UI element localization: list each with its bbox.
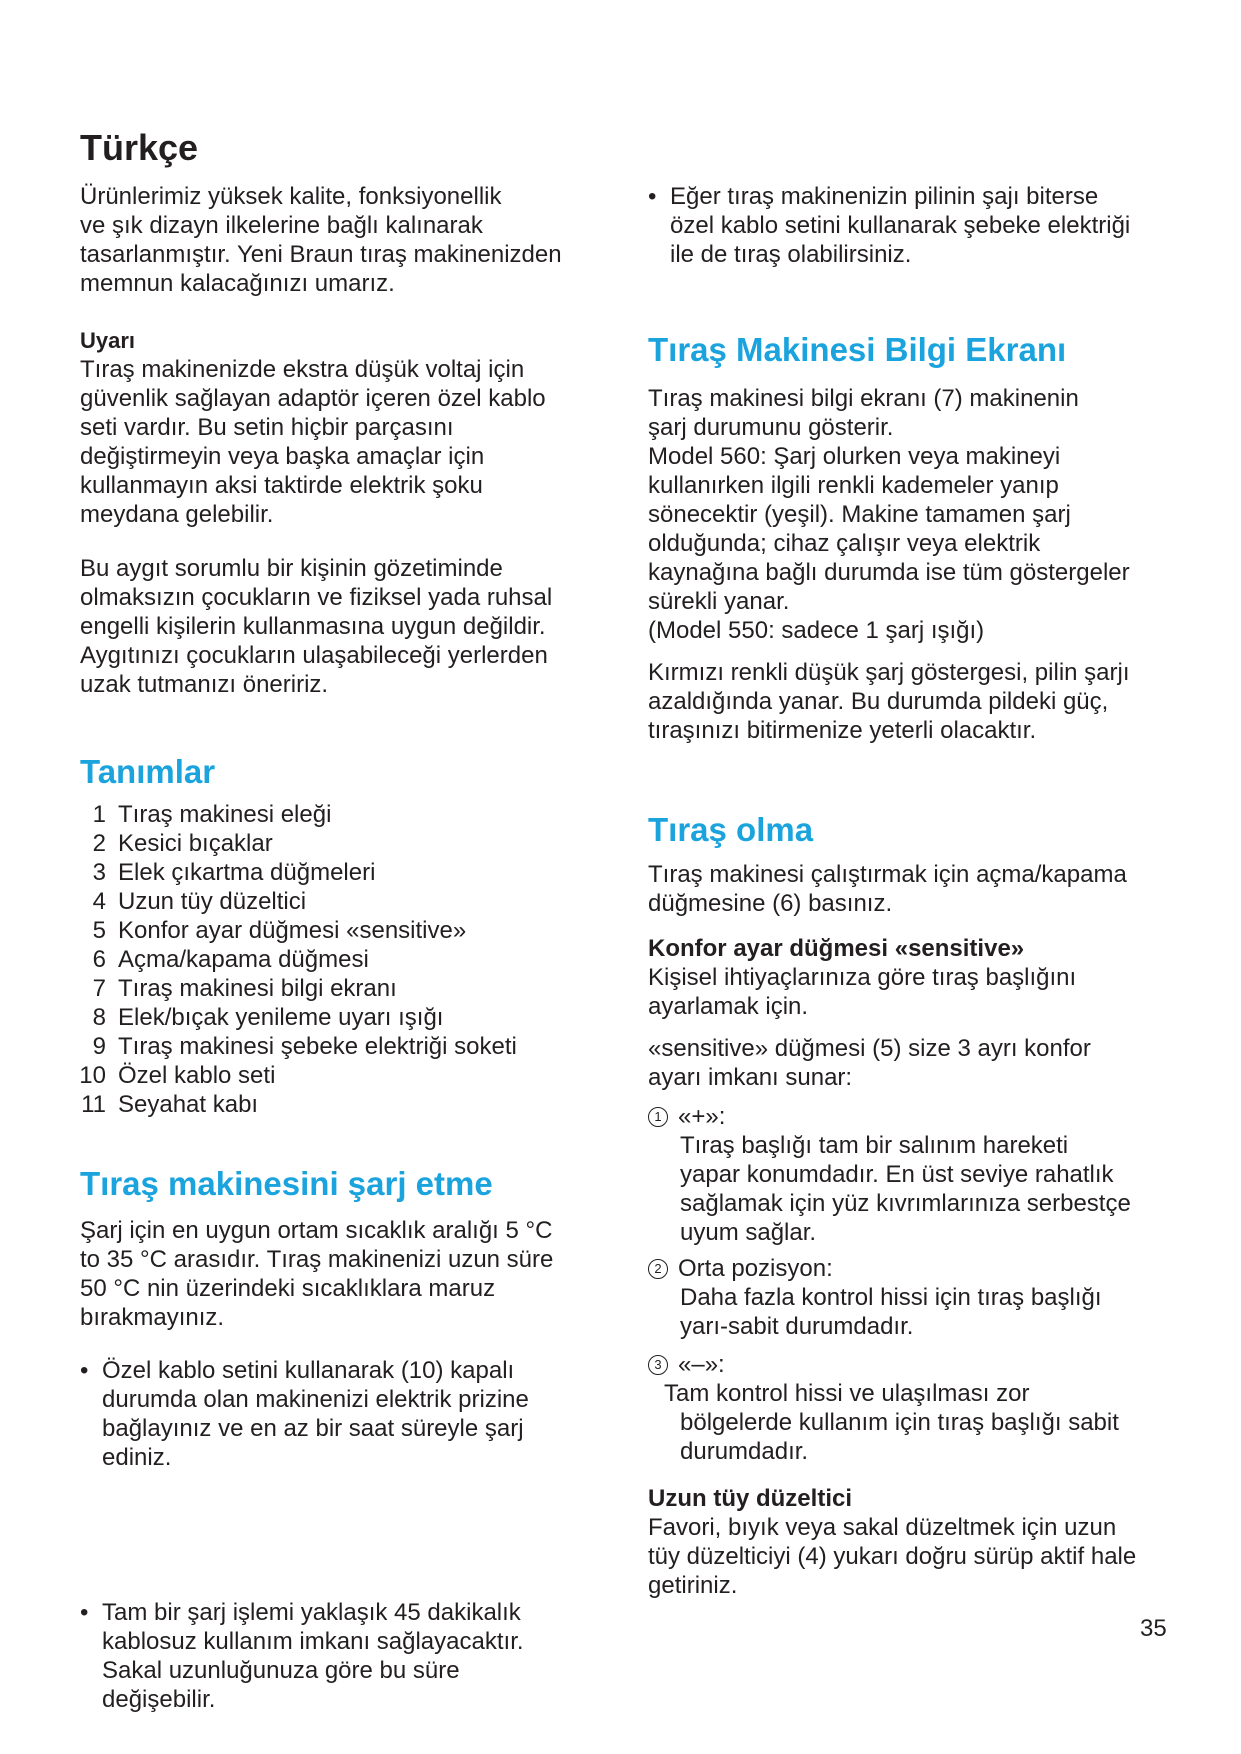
page-number: 35 bbox=[1140, 1615, 1167, 1642]
comfort-title: Konfor ayar düğmesi «sensitive» bbox=[648, 935, 1025, 962]
page-title: Türkçe bbox=[80, 127, 199, 168]
bullet-icon: • bbox=[80, 1599, 89, 1626]
definitions-list bbox=[76, 800, 517, 1119]
charging-bullet-2: • Tam bir şarj işlemi yaklaşık 45 dakikalık kablosuz kullanım imkanı sağlayacaktır. Sakal uzunluğunuza göre bu süre değişebilir. bbox=[80, 1599, 524, 1713]
bullet-icon: • bbox=[80, 1357, 89, 1384]
list-item: 6 Açma/kapama düğmesi bbox=[92, 946, 369, 973]
option-2: 2 Orta pozisyon: Daha fazla kontrol hissi için tıraş başlığı yarı-sabit durumdadır. bbox=[648, 1254, 1102, 1341]
list-item: 3 Elek çıkartma düğmeleri bbox=[92, 859, 376, 886]
circled-number-2-icon: 2 bbox=[648, 1259, 668, 1279]
definitions-title: Tanımlar bbox=[80, 753, 216, 790]
charging-paragraph: Şarj için en uygun ortam sıcaklık aralığı 5 °C to 35 °C arasıdır. Tıraş makinenizi uzun süre 50 °C nin üzerindeki sıcaklıklara maruz bırakmayınız. bbox=[80, 1217, 554, 1331]
low-charge-paragraph: Kırmızı renkli düşük şarj göstergesi, pilin şarjı azaldığında yanar. Bu durumda pildeki güç, tıraşınızı bitirmenize yeterli olacaktır. bbox=[648, 659, 1130, 744]
list-item: 10 Özel kablo seti bbox=[79, 1062, 276, 1089]
charging-title: Tıraş makinesini şarj etme bbox=[80, 1165, 493, 1202]
list-item: 5 Konfor ayar düğmesi «sensitive» bbox=[92, 917, 467, 944]
display-title: Tıraş Makinesi Bilgi Ekranı bbox=[648, 331, 1067, 368]
circled-number-3-icon: 3 bbox=[648, 1355, 668, 1375]
display-paragraph: Tıraş makinesi bilgi ekranı (7) makinenin şarj durumunu gösterir. Model 560: Şarj olurken veya makineyi kullanırken ilgili renkli kademeler yanıp sönecektir (yeşil). Makine tamamen şarj olduğunda; cihaz çalışır veya elektrik kaynağına bağlı durumda ise tüm göstergeler sürekli yanar. (Model 550: sadece 1 şarj ışığı) bbox=[648, 385, 1130, 644]
intro-paragraph: Ürünlerimiz yüksek kalite, fonksiyonellik ve şık dizayn ilkelerine bağlı kalınarak tasarlanmıştır. Yeni Braun tıraş makinenizden memnun kalacağınızı umarız. bbox=[80, 183, 562, 297]
left-column bbox=[79, 0, 600, 1713]
warning-section: Uyarı Tıraş makinenizde ekstra düşük voltaj için güvenlik sağlayan adaptör içeren özel kablo seti vardır. Bu setin hiçbir parçasını değiştirmeyin veya başka amaçlar için kullanmayın aksi taktirde elektrik şoku meydana gelebilir. bbox=[80, 328, 546, 528]
list-item: 11 Seyahat kabı bbox=[81, 1091, 259, 1118]
sensitive-paragraph: «sensitive» düğmesi (5) size 3 ayrı konfor ayarı imkanı sunar: bbox=[648, 1035, 1091, 1091]
list-item: 8 Elek/bıçak yenileme uyarı ışığı bbox=[92, 1004, 444, 1031]
children-paragraph: Bu aygıt sorumlu bir kişinin gözetiminde olmaksızın çocukların ve fiziksel yada ruhsal engelli kişilerin kullanmasına uygun değildir. Aygıtınızı çocukların ulaşabileceği yerlerden uzak tutmanızı öneririz. bbox=[80, 555, 553, 698]
charging-bullet-1: • Özel kablo setini kullanarak (10) kapalı durumda olan makinenizi elektrik prizine bağlayınız ve en az bir saat süreyle şarj ediniz. bbox=[80, 1357, 529, 1471]
list-item: 4 Uzun tüy düzeltici bbox=[92, 888, 307, 915]
trimmer-section: Uzun tüy düzeltici Favori, bıyık veya sakal düzeltmek için uzun tüy düzelticiyi (4) yukarı doğru sürüp aktif hale getiriniz. bbox=[648, 1485, 1137, 1599]
warning-title: Uyarı bbox=[80, 328, 136, 353]
option-3: 3 «–»: Tam kontrol hissi ve ulaşılması zor bölgelerde kullanım için tıraş başlığı sabit durumdadır. bbox=[648, 1350, 1119, 1466]
list-item: 9 Tıraş makinesi şebeke elektriği soketi bbox=[92, 1033, 517, 1060]
right-column bbox=[648, 0, 1188, 1599]
bullet-icon: • bbox=[648, 183, 657, 210]
trimmer-title: Uzun tüy düzeltici bbox=[648, 1485, 852, 1512]
list-item: 7 Tıraş makinesi bilgi ekranı bbox=[92, 975, 397, 1002]
circled-number-1-icon: 1 bbox=[648, 1107, 668, 1127]
list-item: 2 Kesici bıçaklar bbox=[92, 830, 273, 857]
shaving-paragraph: Tıraş makinesi çalıştırmak için açma/kapama düğmesine (6) basınız. bbox=[648, 861, 1127, 917]
shaving-title: Tıraş olma bbox=[648, 811, 814, 848]
battery-bullet: • Eğer tıraş makinenizin pilinin şajı biterse özel kablo setini kullanarak şebeke elektriği ile de tıraş olabilirsiniz. bbox=[648, 183, 1131, 268]
option-1: 1 «+»: Tıraş başlığı tam bir salınım hareketi yapar konumdadır. En üst seviye rahatlık sağlamak için yüz kıvrımlarınıza serbestçe uyum sağlar. bbox=[648, 1102, 1131, 1247]
list-item: 1 Tıraş makinesi eleği bbox=[92, 801, 332, 828]
comfort-section: Konfor ayar düğmesi «sensitive» Kişisel ihtiyaçlarınıza göre tıraş başlığını ayarlamak için. bbox=[648, 935, 1077, 1020]
